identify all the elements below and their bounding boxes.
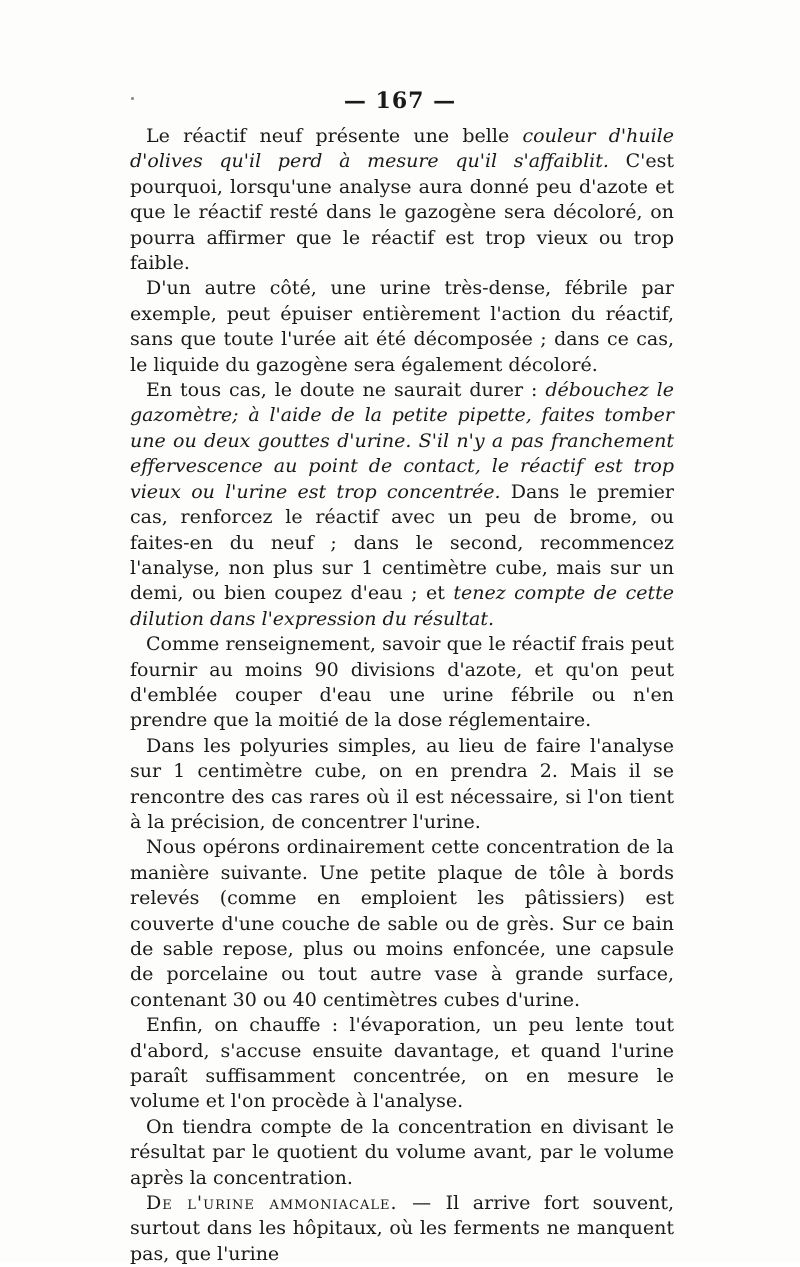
paragraph-reagent-color: [130, 124, 674, 276]
paragraph-heating: [130, 1013, 674, 1115]
paragraph-doubt-test: [130, 378, 674, 632]
paragraph-quotient: [130, 1115, 674, 1191]
italic-run: tenez compte de cette dilution dans l'expression du résultat.: [130, 582, 675, 630]
paragraph-dense-urine: [130, 276, 674, 378]
paragraph-ammoniacal-urine: [130, 1191, 674, 1267]
text-run: C'est pourquoi, lorsqu'une analyse aura donné peu d'azote et que le réactif resté dans le gazogène sera décoloré, on pourra affirmer que le réactif est trop vieux ou trop faible.: [130, 150, 674, 275]
text-run: Dans les polyuries simples, au lieu de faire l'analyse sur 1 centimètre cube, on en prendra 2. Mais il se rencontre des cas rares où il est nécessaire, si l'on tient à la précision, de concentrer l'urine.: [130, 734, 674, 833]
paragraph-information: [130, 632, 674, 734]
page-number: — 167 —: [343, 88, 457, 114]
text-run: Nous opérons ordinairement cette concentration de la manière suivante. Une petite plaque de tôle à bords relevés (comme en emploient les pâtissiers) est couverte d'une couche de sable ou de grès. Sur ce bain de sable repose, plus ou moins enfoncée, une capsule de porcelaine ou tout autre vase à grande surface, contenant 30 ou 40 centimètres cubes d'urine.: [130, 836, 674, 1011]
text-run: Le réactif neuf présente une belle: [146, 125, 523, 147]
italic-run: couleur d'huile d'olives qu'il perd à mesure qu'il s'affaiblit.: [130, 125, 674, 173]
text-run: En tous cas, le doute ne saurait durer :: [146, 379, 546, 402]
text-run: Comme renseignement, savoir que le réactif frais peut fournir au moins 90 divisions d'azote, et qu'on peut d'emblée couper d'eau une urine fébrile ou n'en prendre que la moitié de la dose réglementaire.: [130, 633, 674, 732]
text-run: Enfin, on chauffe : l'évaporation, un peu lente tout d'abord, s'accuse ensuite davantage, et quand l'urine paraît suffisamment concentrée, on en mesure le volume et l'on procède à l'analyse.: [130, 1014, 674, 1113]
text-run: D'un autre côté, une urine très-dense, fébrile par exemple, peut épuiser entièrement l'action du réactif, sans que toute l'urée ait été décomposée ; dans ce cas, le liquide du gazogène sera également décoloré.: [130, 277, 674, 376]
paragraph-polyuria: [130, 734, 674, 836]
text-run: Il arrive fort souvent, surtout dans les hôpitaux, où les ferments ne manquent pas, que l'urine: [130, 1192, 674, 1265]
page-body: [130, 124, 674, 1267]
paragraph-concentration-method: [130, 835, 674, 1013]
italic-run: débouchez le gazomètre; à l'aide de la petite pipette, faites tomber une ou deux gouttes d'urine. S'il n'y a pas franchement effervescence au point de contact, le réactif est trop vieux ou l'urine est trop concentrée.: [130, 379, 674, 503]
text-run: On tiendra compte de la concentration en divisant le résultat par le quotient du volume avant, par le volume après la concentration.: [130, 1115, 674, 1189]
section-heading: De l'urine ammoniacale. —: [146, 1192, 433, 1215]
text-run: Dans le premier cas, renforcez le réactif avec un peu de brome, ou faites-en du neuf ; dans le second, recommencez l'analyse, non plus sur 1 centimètre cube, mais sur un demi, ou bien coupez d'eau ; et: [130, 480, 674, 605]
